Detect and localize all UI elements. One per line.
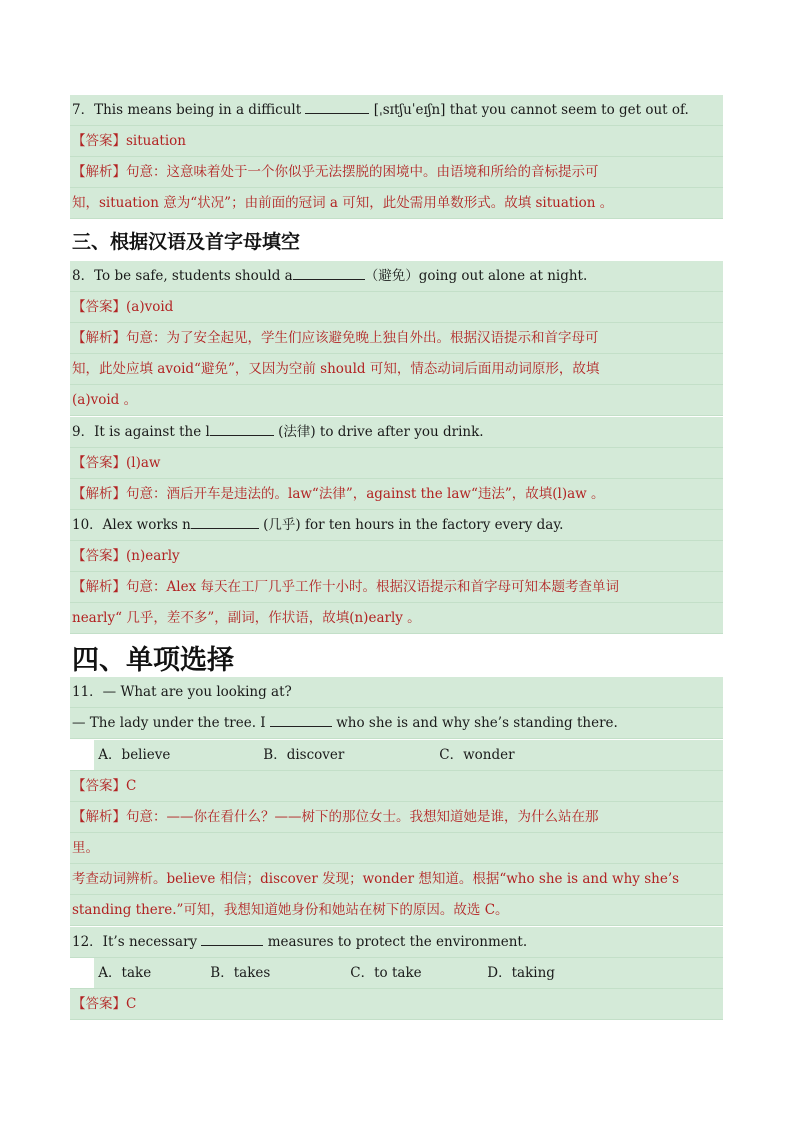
q12-option-a[interactable]: A．take xyxy=(98,965,152,981)
q10-analysis-text: nearly“ 几乎，差不多”，副词，作状语，故填(n)early 。 xyxy=(72,610,421,626)
q7-analysis-line1 xyxy=(70,157,723,188)
q11-option-a[interactable]: A．believe xyxy=(98,747,171,763)
q12-option-d[interactable]: D．taking xyxy=(487,965,555,981)
q10-text-start: 10．Alex works n xyxy=(72,517,191,533)
q7-analysis-text: 知，situation 意为“状况”；由前面的冠词 a 可知，此处需用单数形式。故填 situation 。 xyxy=(72,195,614,211)
q9-answer-value: (l)aw xyxy=(126,455,161,471)
section3-title: 三、根据汉语及首字母填空 xyxy=(72,231,301,253)
q10-blank xyxy=(191,514,259,529)
q11-text-start: — The lady under the tree. I xyxy=(72,715,270,731)
option-indent xyxy=(70,740,94,770)
q10-question xyxy=(70,510,723,541)
q12-text-start: 12．It’s necessary xyxy=(72,934,202,950)
q10-text-end: (几乎) for ten hours in the factory every day. xyxy=(258,517,564,533)
option-indent xyxy=(70,958,94,988)
q8-analysis-text: (a)void 。 xyxy=(72,392,138,408)
analysis-label: 【解析】 xyxy=(72,809,126,825)
q8-question xyxy=(70,261,723,292)
analysis-label: 【解析】 xyxy=(72,579,126,595)
q9-text-end: (法律) to drive after you drink. xyxy=(273,424,484,440)
q9-blank xyxy=(210,421,274,436)
analysis-label: 【解析】 xyxy=(72,330,126,346)
answer-label: 【答案】 xyxy=(72,548,126,564)
q12-option-c[interactable]: C．to take xyxy=(350,965,422,981)
q7-blank xyxy=(305,99,369,114)
q10-analysis-line1 xyxy=(70,572,723,603)
q11-answer-value: C xyxy=(126,778,137,794)
q9-text-start: 9．It is against the l xyxy=(72,424,210,440)
q8-analysis-text: 知，此处应填 avoid“避免”，又因为空前 should 可知，情态动词后面用动词原形，故填 xyxy=(72,361,600,377)
q9-answer xyxy=(70,448,723,479)
q8-text-start: 8．To be safe, students should a xyxy=(72,268,293,284)
q12-options xyxy=(70,958,723,989)
q11-text: 11．— What are you looking at? xyxy=(72,684,292,700)
q9-question xyxy=(70,417,723,448)
q8-answer-value: (a)void xyxy=(126,299,174,315)
q11-analysis-text: 考查动词辨析。believe 相信；discover 发现；wonder 想知道。根据“who she is and why she’s xyxy=(72,871,680,887)
q7-text-start: 7．This means being in a difficult xyxy=(72,102,306,118)
q11-options xyxy=(70,740,723,771)
q9-analysis-line1 xyxy=(70,479,723,510)
q11-option-b[interactable]: B．discover xyxy=(263,747,345,763)
q11-analysis-text: 句意：——你在看什么？——树下的那位女士。我想知道她是谁，为什么站在那 xyxy=(126,809,599,825)
q8-analysis-line3 xyxy=(70,385,723,416)
q8-text-end: （避免）going out alone at night. xyxy=(364,268,588,284)
q12-option-b[interactable]: B．takes xyxy=(210,965,271,981)
q11-blank xyxy=(270,712,332,727)
q8-blank xyxy=(293,265,365,280)
q11-analysis-line3 xyxy=(70,864,723,895)
q12-question xyxy=(70,927,723,958)
answer-label: 【答案】 xyxy=(72,299,126,315)
section4-title: 四、单项选择 xyxy=(72,645,234,676)
q7-analysis-text: 句意：这意味着处于一个你似乎无法摆脱的困境中。由语境和所给的音标提示可 xyxy=(126,164,599,180)
q12-answer-value: C xyxy=(126,996,137,1012)
q10-answer-value: (n)early xyxy=(126,548,180,564)
q11-analysis-text: standing there.”可知，我想知道她身份和她站在树下的原因。故选 C。 xyxy=(72,902,509,918)
q11-analysis-text: 里。 xyxy=(72,840,99,856)
analysis-label: 【解析】 xyxy=(72,164,126,180)
q11-text-end: who she is and why she’s standing there. xyxy=(331,715,618,731)
q7-text-end: [ˌsɪtʃuˈeɪʃn] that you cannot seem to get out of. xyxy=(369,102,689,118)
answer-label: 【答案】 xyxy=(72,133,126,149)
q7-analysis-line2 xyxy=(70,188,723,219)
q10-answer xyxy=(70,541,723,572)
q11-question-line2 xyxy=(70,708,723,739)
q10-analysis-text: 句意：Alex 每天在工厂几乎工作十小时。根据汉语提示和首字母可知本题考查单词 xyxy=(126,579,619,595)
q8-analysis-line2 xyxy=(70,354,723,385)
q11-option-c[interactable]: C．wonder xyxy=(439,747,515,763)
q12-text-end: measures to protect the environment. xyxy=(263,934,528,950)
q12-answer xyxy=(70,989,723,1020)
q9-analysis-text: 句意：酒后开车是违法的。law“法律”，against the law“违法”，故填(l)aw 。 xyxy=(126,486,605,502)
q8-answer xyxy=(70,292,723,323)
q8-analysis-line1 xyxy=(70,323,723,354)
q11-analysis-line4 xyxy=(70,895,723,926)
q7-answer-value: situation xyxy=(126,133,186,149)
analysis-label: 【解析】 xyxy=(72,486,126,502)
q8-analysis-text: 句意：为了安全起见，学生们应该避免晚上独自外出。根据汉语提示和首字母可 xyxy=(126,330,599,346)
q11-analysis-line2 xyxy=(70,833,723,864)
q10-analysis-line2 xyxy=(70,603,723,634)
answer-label: 【答案】 xyxy=(72,996,126,1012)
answer-label: 【答案】 xyxy=(72,778,126,794)
answer-label: 【答案】 xyxy=(72,455,126,471)
q11-answer xyxy=(70,771,723,802)
q7-answer xyxy=(70,126,723,157)
q12-blank xyxy=(201,931,263,946)
q11-analysis-line1 xyxy=(70,802,723,833)
q11-question-line1 xyxy=(70,677,723,708)
q7-question xyxy=(70,95,723,126)
